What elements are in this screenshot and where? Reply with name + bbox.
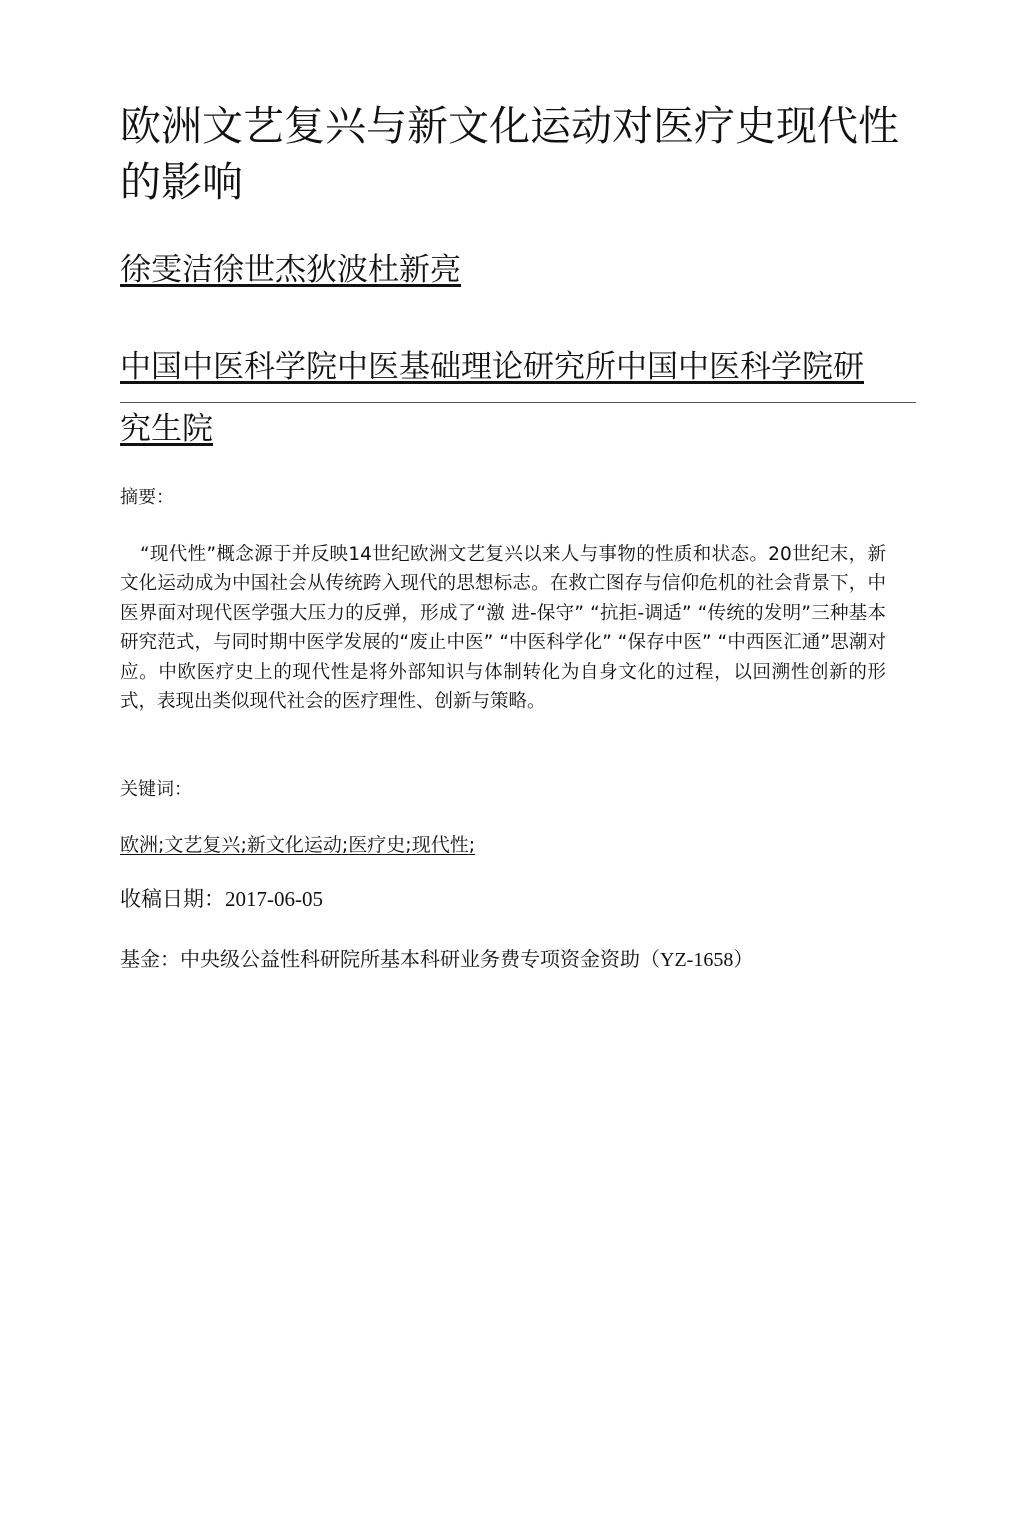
abstract-text: “现代性”概念源于并反映14世纪欧洲文艺复兴以来人与事物的性质和状态。20世纪末，新文化运动成为中国社会从传统跨入现代的思想标志。在救亡图存与信仰危机的社会背景下，中医界面对现代医学强大压力的反弹，形成了“激 进-保守” “抗拒-调适” “传统的发明”三种基本研究范式，与同时期中医学发展的“废止中医” “中医科学化” “保存中医” “中西医汇通”思潮对应。中欧医疗史上的现代性是将外部知识与体制转化为自身文化的过程，以回溯性创新的形式，表现出类似现代社会的医疗理性、创新与策略。 xyxy=(120,544,886,713)
fund-text: 中央级公益性科研院所基本科研业务费专项资金资助 xyxy=(180,947,640,971)
fund-line xyxy=(120,944,753,975)
article-title: 欧洲文艺复兴与新文化运动对医疗史现代性的影响 xyxy=(120,102,899,206)
article-authors[interactable]: 徐雯洁徐世杰狄波杜新亮 xyxy=(120,252,461,288)
keyword-separator: ; xyxy=(158,834,165,856)
keywords-list xyxy=(120,832,475,858)
keyword-link[interactable]: 新文化运动 xyxy=(246,834,342,856)
section-divider xyxy=(120,402,916,403)
keyword-separator: ; xyxy=(240,834,247,856)
received-date-line xyxy=(120,884,323,914)
abstract-label: 摘要： xyxy=(120,487,174,508)
fund-code: （YZ-1658） xyxy=(640,949,754,971)
keyword-link[interactable]: 文艺复兴 xyxy=(164,834,241,856)
keyword-link[interactable]: 现代性 xyxy=(411,834,469,856)
keyword-link[interactable]: 医疗史 xyxy=(348,834,406,856)
received-label: 收稿日期： xyxy=(120,887,225,911)
keyword-link[interactable]: 欧洲 xyxy=(120,834,159,856)
keyword-separator: ; xyxy=(468,834,476,856)
keywords-label: 关键词： xyxy=(120,779,192,800)
keyword-separator: ; xyxy=(405,834,412,856)
fund-label: 基金： xyxy=(120,947,180,971)
article-affiliation[interactable]: 中国中医科学院中医基础理论研究所中国中医科学院研究生院 xyxy=(120,349,864,447)
received-date: 2017-06-05 xyxy=(225,887,323,911)
keyword-separator: ; xyxy=(341,834,349,856)
